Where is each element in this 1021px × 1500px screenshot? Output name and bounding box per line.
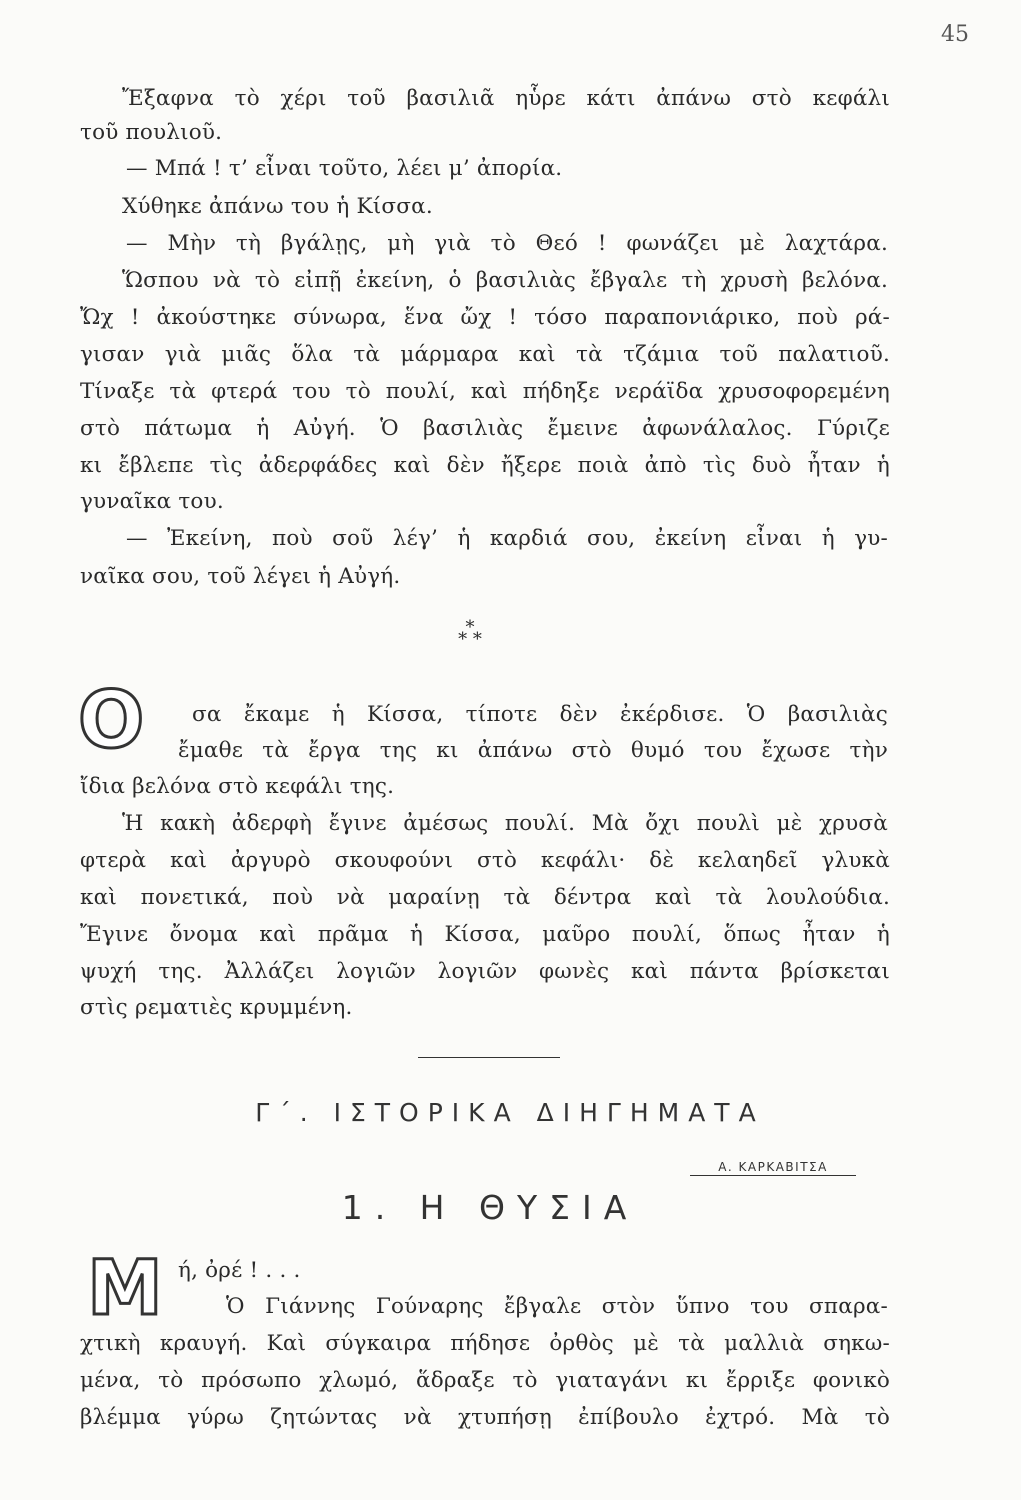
drop-cap: Ο [78,676,145,766]
section-heading: Γ΄. ΙΣΤΟΡΙΚΑ ΔΙΗΓΗΜΑΤΑ [255,1098,765,1127]
text-line: Ὤχ ! ἀκούστηκε σύνωρα, ἕνα ὤχ ! τόσο παραπονιάρικο, ποὺ ρά- [80,305,890,330]
text-line: Ἔγινε ὄνομα καὶ πρᾶμα ἡ Κίσσα, μαῦρο πουλί, ὅπως ἦταν ἡ [80,922,890,947]
drop-cap: Μ [87,1243,159,1332]
text-line: βλέμμα γύρω ζητώντας νὰ χτυπήσῃ ἐπίβουλο ἐχτρό. Μὰ τὸ [80,1405,890,1430]
text-line: — Μπά ! τ’ εἶναι τοῦτο, λέει μ’ ἀπορία. [126,156,563,181]
text-line: Ἡ κακὴ ἀδερφὴ ἔγινε ἀμέσως πουλί. Μὰ ὄχι πουλὶ μὲ χρυσὰ [122,811,888,836]
text-line: ἔμαθε τὰ ἔργα της κι ἀπάνω στὸ θυμό του ἔχωσε τὴν [178,738,888,763]
text-line: σα ἔκαμε ἡ Κίσσα, τίποτε δὲν ἐκέρδισε. Ὁ βασιλιὰς [192,702,888,727]
text-line: ή, ὀρέ ! . . . [178,1258,301,1283]
text-line: στὸ πάτωμα ἡ Αὐγή. Ὁ βασιλιὰς ἔμεινε ἀφωνάλαλος. Γύριζε [80,416,890,441]
text-line: Ἔξαφνα τὸ χέρι τοῦ βασιλιᾶ ηὗρε κάτι ἀπάνω στὸ κεφάλι [122,86,890,111]
text-line: τοῦ πουλιοῦ. [80,120,223,145]
text-line: — Μὴν τὴ βγάλῃς, μὴ γιὰ τὸ Θεό ! φωνάζει μὲ λαχτάρα. [126,231,888,256]
text-line: Τίναξε τὰ φτερά του τὸ πουλί, καὶ πήδηξε νεράϊδα χρυσοφορεμένη [80,379,890,404]
text-line: γισαν γιὰ μιᾶς ὅλα τὰ μάρμαρα καὶ τὰ τζάμια τοῦ παλατιοῦ. [80,342,890,367]
text-line: ναῖκα σου, τοῦ λέγει ἡ Αὐγή. [80,564,401,589]
text-line: κι ἔβλεπε τὶς ἀδερφάδες καὶ δὲν ἤξερε ποιὰ ἀπὸ τὶς δυὸ ἦταν ἡ [80,453,890,478]
text-line: — Ἐκείνη, ποὺ σοῦ λέγ’ ἡ καρδιά σου, ἐκείνη εἶναι ἡ γυ- [126,526,888,551]
text-line: ψυχή της. Ἀλλάζει λογιῶν λογιῶν φωνὲς καὶ πάντα βρίσκεται [80,959,890,984]
text-line: χτικὴ κραυγή. Καὶ σύγκαιρα πήδησε ὀρθὸς μὲ τὰ μαλλιὰ σηκω- [80,1331,890,1356]
text-line: στὶς ρεματιὲς κρυμμένη. [80,995,353,1020]
text-line: μένα, τὸ πρόσωπο χλωμό, ἅδραξε τὸ γιαταγάνι κι ἔρριξε φονικὸ [80,1368,890,1393]
text-line: καὶ πονετικά, ποὺ νὰ μαραίνῃ τὰ δέντρα καὶ τὰ λουλούδια. [80,885,890,910]
horizontal-rule [418,1057,560,1058]
text-line: φτερὰ καὶ ἀργυρὸ σκουφούνι στὸ κεφάλι· δὲ κελαηδεῖ γλυκὰ [80,848,890,873]
text-line: ἴδια βελόνα στὸ κεφάλι της. [80,774,395,799]
page-number: 45 [941,22,969,47]
text-line: Ὥσπου νὰ τὸ εἰπῇ ἐκείνη, ὁ βασιλιὰς ἔβγαλε τὴ χρυσὴ βελόνα. [122,268,888,293]
section-separator: * * * [458,617,482,650]
text-line: Χύθηκε ἀπάνω του ἡ Κίσσα. [122,194,433,219]
story-title: 1. Η ΘΥΣΙΑ [341,1188,639,1227]
text-line: Ὁ Γιάννης Γούναρης ἔβγαλε στὸν ὕπνο του σπαρα- [226,1294,888,1319]
author-name: Α. ΚΑΡΚΑΒΙΤΣΑ [690,1160,856,1176]
text-line: γυναῖκα του. [80,489,224,514]
